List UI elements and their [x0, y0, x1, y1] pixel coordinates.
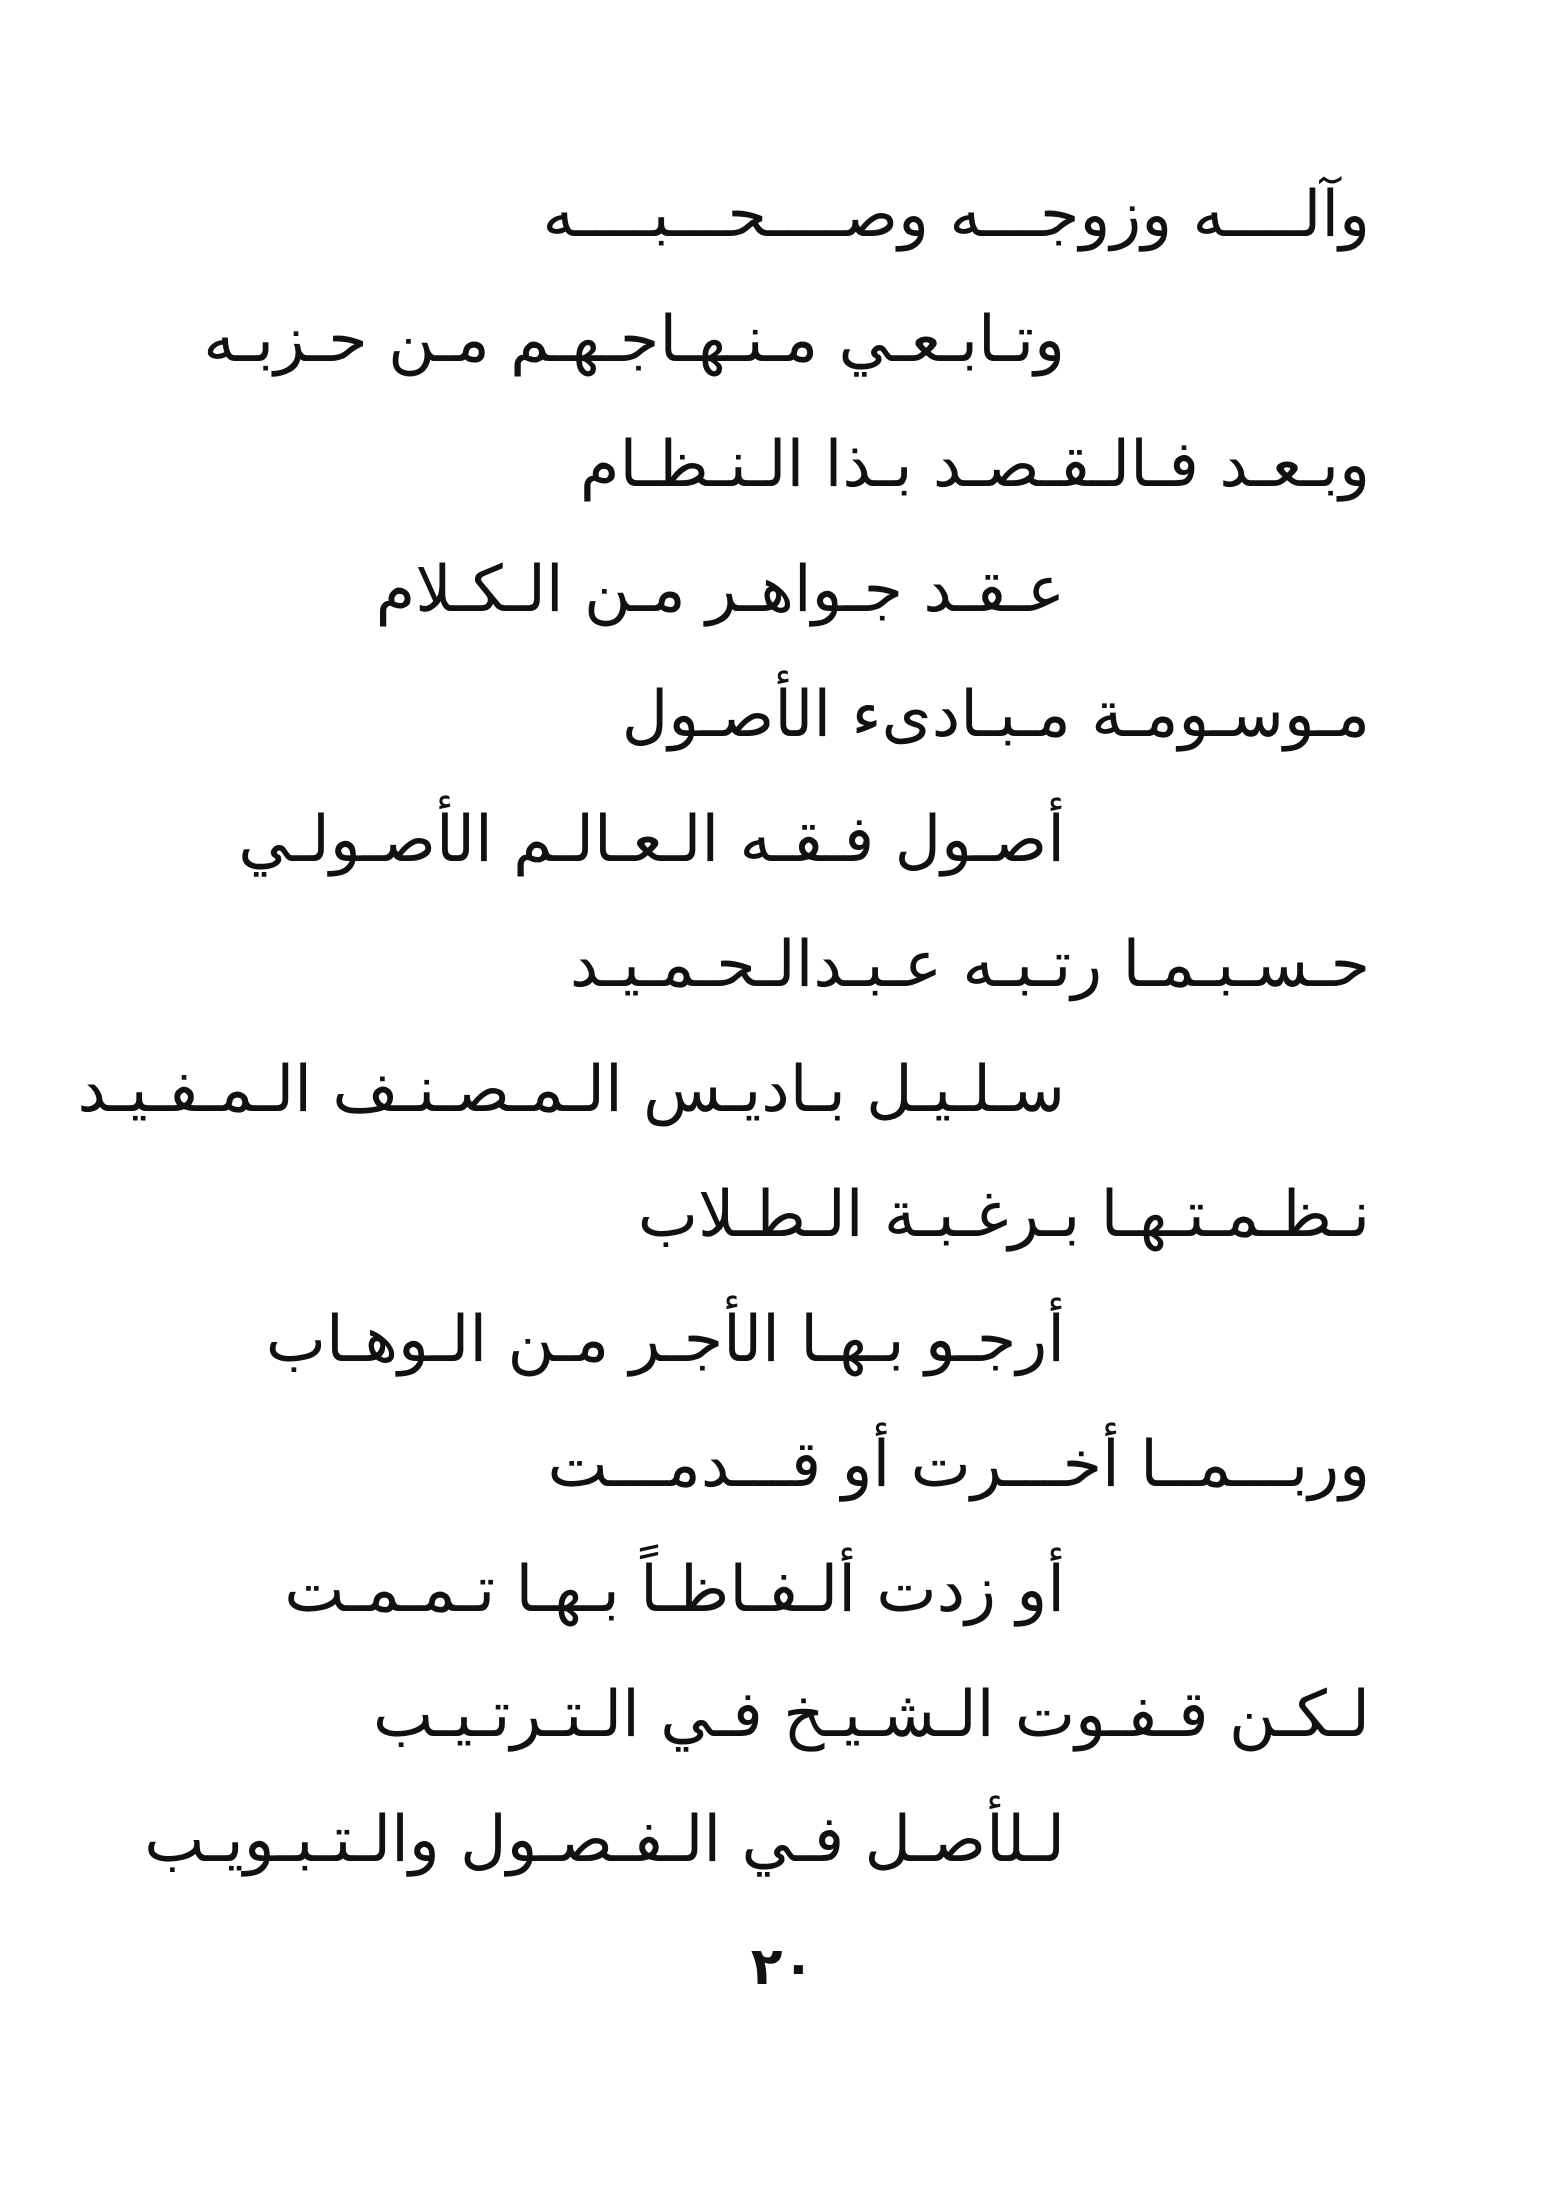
verse-line-12: أو زدت ألـفـاظـاً بـهـا تـمـمـت: [284, 1553, 1065, 1627]
verse-line-5: مـوسـومـة مـبـادىء الأصـول: [621, 678, 1370, 752]
verse-line-4: عـقـد جـواهـر مـن الـكـلام: [375, 553, 1065, 627]
page-number: ٢٠: [750, 1937, 815, 1997]
verse-line-3: وبـعـد فـالـقـصـد بـذا الـنـظـام: [579, 428, 1370, 502]
verse-line-6: أصـول فـقـه الـعـالـم الأصـولـي: [238, 803, 1065, 877]
verse-line-10: أرجـو بـهـا الأجـر مـن الـوهـاب: [265, 1303, 1065, 1377]
verse-line-14: لـلأصـل فـي الـفـصـول والـتـبـويـب: [144, 1803, 1065, 1877]
verse-line-9: نـظـمـتـهـا بـرغـبـة الـطـلاب: [637, 1178, 1370, 1252]
verse-line-13: لـكـن قـفـوت الـشـيـخ فـي الـتـرتـيـب: [372, 1678, 1370, 1752]
verse-line-7: حـسـبـمـا رتـبـه عـبـدالـحـمـيـد: [569, 928, 1370, 1002]
verse-line-8: سـلـيـل بـاديـس الـمـصـنـف الـمـفـيـد: [77, 1053, 1065, 1127]
verse-line-11: وربـــمــا أخـــرت أو قـــدمـــت: [547, 1428, 1370, 1502]
verse-line-1: وآلــــه وزوجـــه وصــــحـــبــــه: [542, 178, 1370, 252]
verse-line-2: وتـابـعـي مـنـهـاجـهـم مـن حـزبـه: [203, 303, 1065, 377]
